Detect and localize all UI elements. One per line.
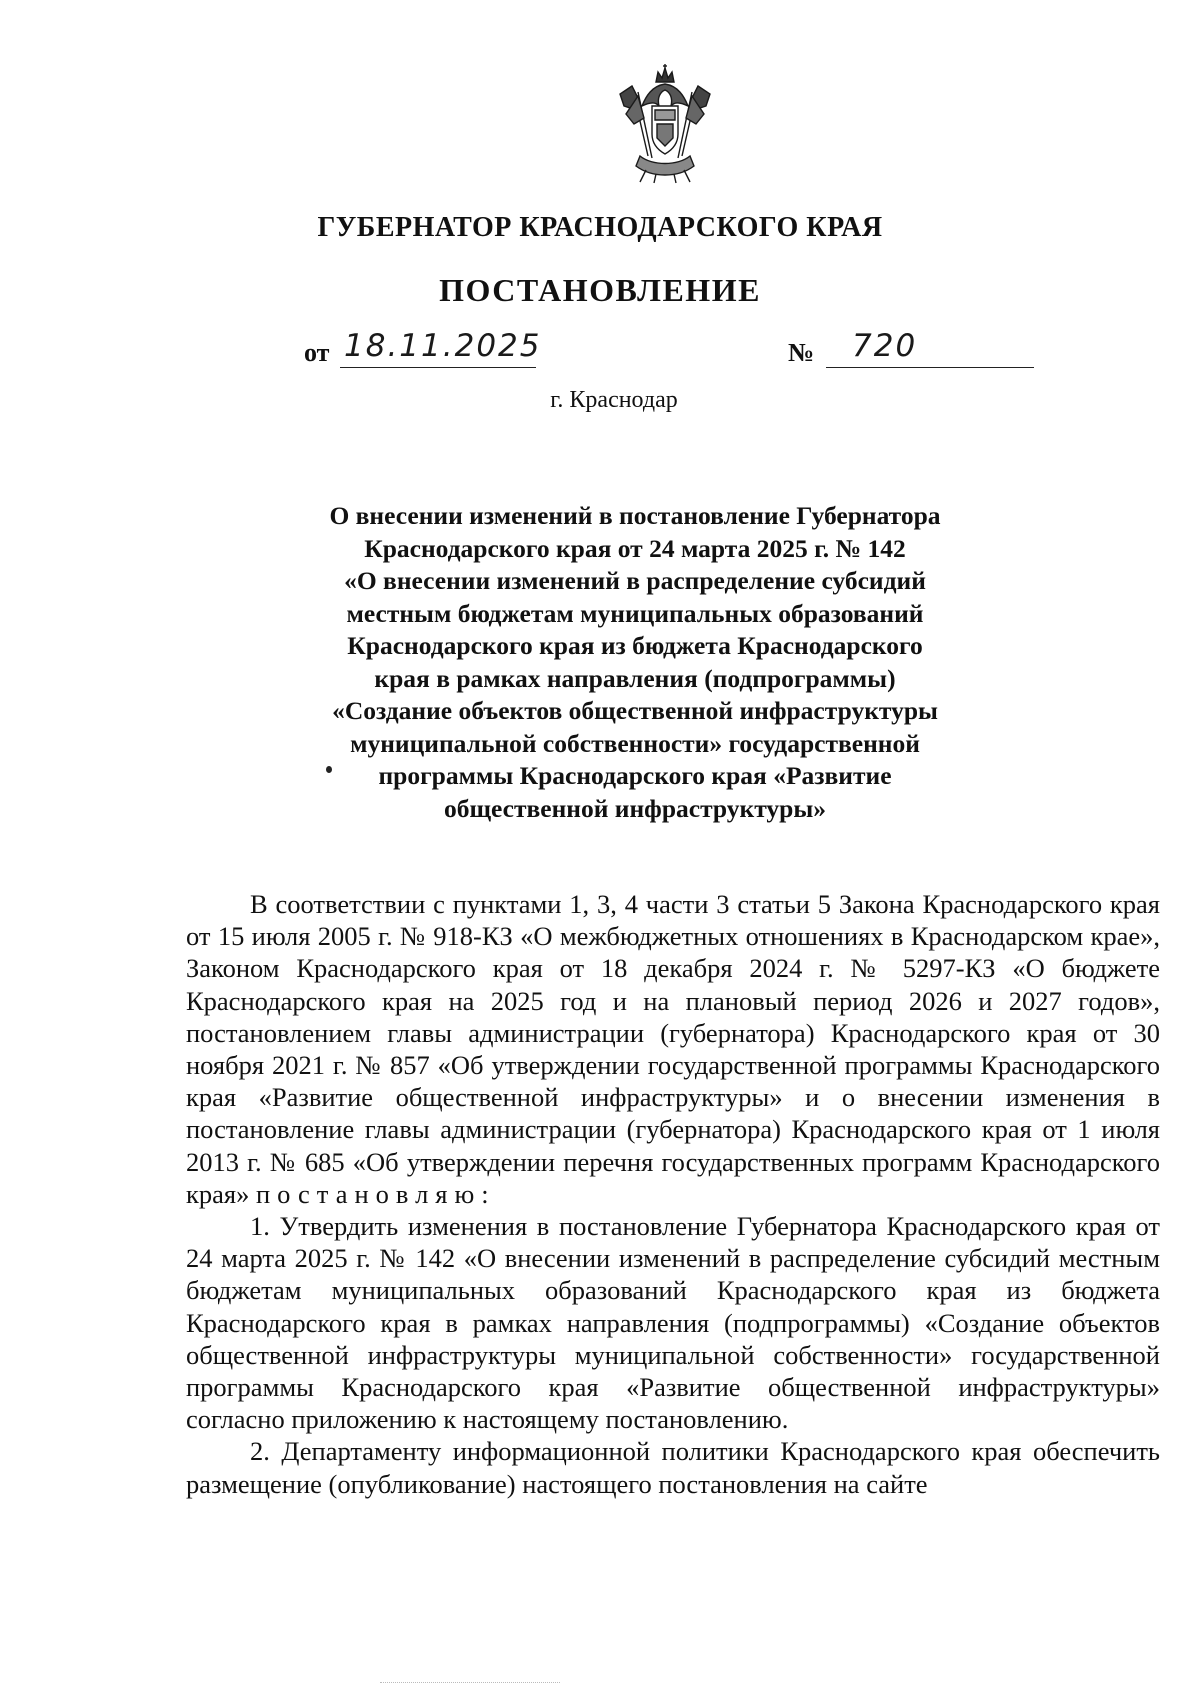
subject-line: О внесении изменений в постановление Губернатора (329, 501, 941, 530)
preamble-text: В соответствии с пунктами 1, 3, 4 части 3 статьи 5 Закона Краснодарского края от 15 июля 2005 г. № 918-КЗ «О межбюджетных отношениях в Краснодарском крае», Законом Краснодарского края от 18 декабря 2024 г. № 5297-КЗ «О бюджете Краснодарского края на 2025 год и на плановый период 2026 и 2027 годов», постановлением главы администрации (губернатора) Краснодарского края от 30 ноября 2021 г. № 857 «Об утверждении государственной программы Краснодарского края «Развитие общественной инфраструктуры» и о внесении изменения в постановление главы администрации (губернатора) Краснодарского края от 1 июля 2013 г. № 685 «Об утверждении перечня государственных программ Краснодарского края» (186, 889, 1160, 1209)
number-underline (826, 367, 1034, 368)
number-prefix: № (788, 338, 815, 367)
subject-line: муниципальной собственности» государственной (350, 728, 920, 758)
date-prefix: от (304, 338, 330, 367)
subject-line: программы Краснодарского края «Развитие (378, 761, 892, 790)
date-number-line (304, 328, 1034, 374)
subject-line: края в рамках направления (подпрограммы) (374, 663, 896, 693)
number-field (826, 328, 1034, 368)
date-field (340, 328, 542, 368)
preamble-paragraph (186, 888, 1160, 1210)
item-paragraph-2: 2. Департаменту информационной политики Краснодарского края обеспечить размещение (опубликование) настоящего постановления на сайте (186, 1436, 1160, 1499)
issuing-authority: ГУБЕРНАТОР КРАСНОДАРСКОГО КРАЯ (317, 212, 883, 243)
subject-line: Краснодарского края от 24 марта 2025 г. № 142 (364, 533, 906, 563)
scan-speck (326, 766, 332, 773)
document-type-title: ПОСТАНОВЛЕНИЕ (439, 272, 761, 308)
subject-line: «О внесении изменений в распределение субсидий (344, 566, 926, 595)
resolve-word: постановляю: (255, 1178, 496, 1209)
document-body (186, 888, 1160, 1500)
subject-line: «Создание объектов общественной инфраструктуры (332, 696, 938, 725)
date-underline (340, 367, 536, 368)
item-paragraph-1: 1. Утвердить изменения в постановление Губернатора Краснодарского края от 24 марта 2025 г. № 142 «О внесении изменений в распределение субсидий местным бюджетам муниципальных образований Краснодарского края из бюджета Краснодарского края в рамках направления (подпрограммы) «Создание объектов общественной инфраструктуры муниципальной собственности» государственной программы Краснодарского края «Развитие общественной инфраструктуры» согласно приложению к настоящему постановлению. (186, 1211, 1160, 1435)
city: г. Краснодар (550, 387, 678, 413)
handwritten-date: 18.11.2025 (344, 328, 542, 364)
coat-of-arms-krasnodar-krai-icon (612, 62, 718, 184)
subject-line: Краснодарского края из бюджета Краснодарского (347, 631, 923, 660)
subject-line: местным бюджетам муниципальных образований (346, 598, 924, 628)
document-subject (290, 500, 980, 825)
handwritten-number: 720 (852, 328, 918, 364)
scan-artifact (380, 1682, 560, 1685)
subject-line: общественной инфраструктуры» (444, 793, 826, 823)
